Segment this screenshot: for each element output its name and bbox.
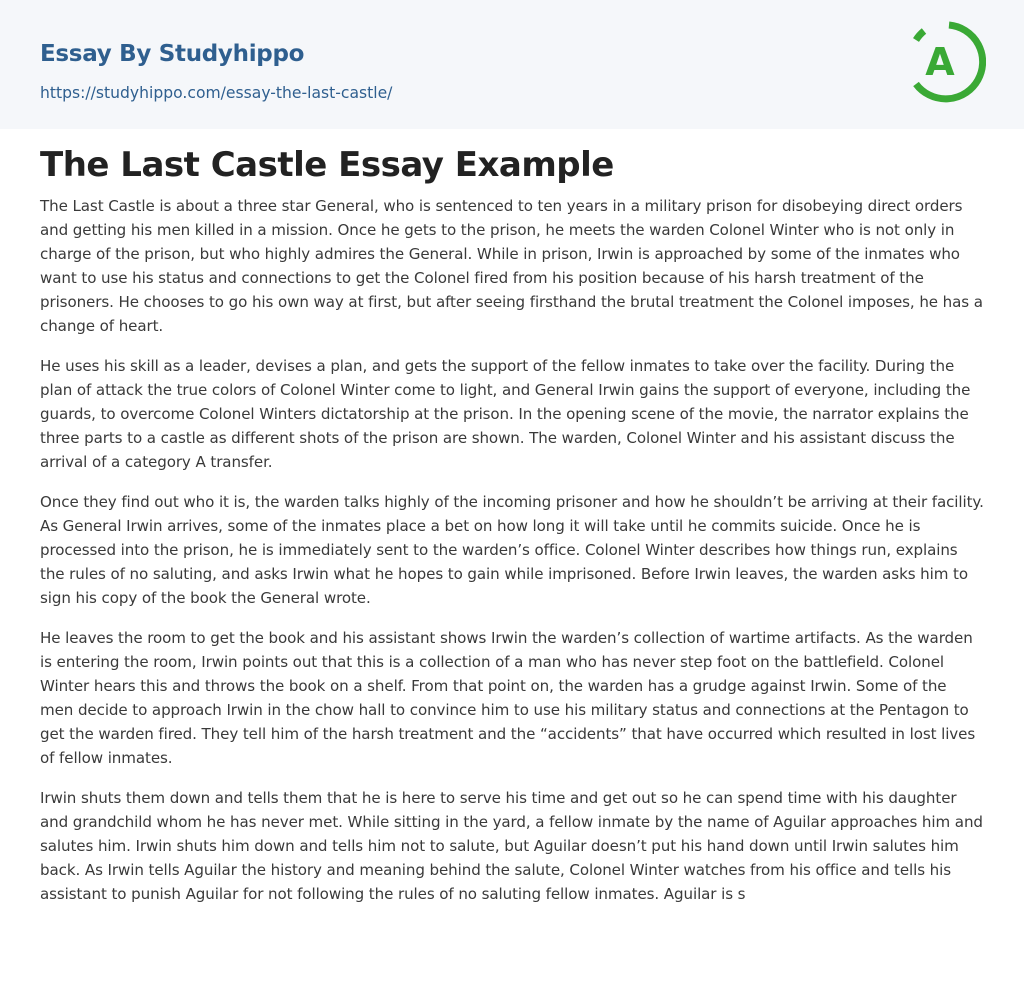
essay-paragraph: He uses his skill as a leader, devises a plan, and gets the support of the fellow inmates to take over the facility. During the plan of attack the true colors of Colonel Winter come to light, and General Irwin gains the support of everyone, including the guards, to overcome Colonel Winters dictatorship at the prison. In the opening scene of the movie, the narrator explains the three parts to a castle as different shots of the prison are shown. The warden, Colonel Winter and his assistant discuss the arrival of a category A transfer. <box>40 357 971 471</box>
site-title[interactable]: Essay By Studyhippo <box>40 41 305 67</box>
essay-body <box>40 194 984 922</box>
page-title: The Last Castle Essay Example <box>40 145 614 185</box>
essay-paragraph: Irwin shuts them down and tells them that he is here to serve his time and get out so he can spend time with his daughter and grandchild whom he has never met. While sitting in the yard, a fellow inmate by the name of Aguilar approaches him and salutes him. Irwin shuts him down and tells him not to salute, but Aguilar doesn’t put his hand down until Irwin salutes him back. As Irwin tells Aguilar the history and meaning behind the salute, Colonel Winter watches from his office and tells his assistant to punish Aguilar for not following the rules of no saluting fellow inmates. Aguilar is s <box>40 789 983 903</box>
logo-letter: A <box>925 40 955 84</box>
studyhippo-logo-icon[interactable] <box>912 19 986 105</box>
essay-paragraph: He leaves the room to get the book and his assistant shows Irwin the warden’s collection of wartime artifacts. As the warden is entering the room, Irwin points out that this is a collection of a man who has never step foot on the battlefield. Colonel Winter hears this and throws the book on a shelf. From that point on, the warden has a grudge against Irwin. Some of the men decide to approach Irwin in the chow hall to convince him to use his military status and connections at the Pentagon to get the warden fired. They tell him of the harsh treatment and the “accidents” that have occurred which resulted in lost lives of fellow inmates. <box>40 629 976 767</box>
essay-paragraph: The Last Castle is about a three star General, who is sentenced to ten years in a military prison for disobeying direct orders and getting his men killed in a mission. Once he gets to the prison, he meets the warden Colonel Winter who is not only in charge of the prison, but who highly admires the General. While in prison, Irwin is approached by some of the inmates who want to use his status and connections to get the Colonel fired from his position because of his harsh treatment of the prisoners. He chooses to go his own way at first, but after seeing firsthand the brutal treatment the Colonel imposes, he has a change of heart. <box>40 197 983 335</box>
essay-paragraph: Once they find out who it is, the warden talks highly of the incoming prisoner and how he shouldn’t be arriving at their facility. As General Irwin arrives, some of the inmates place a bet on how long it will take until he commits suicide. Once he is processed into the prison, he is immediately sent to the warden’s office. Colonel Winter describes how things run, explains the rules of no saluting, and asks Irwin what he hopes to gain while imprisoned. Before Irwin leaves, the warden asks him to sign his copy of the book the General wrote. <box>40 493 984 607</box>
site-header <box>0 0 1024 129</box>
essay-url-link[interactable]: https://studyhippo.com/essay-the-last-castle/ <box>40 84 393 102</box>
